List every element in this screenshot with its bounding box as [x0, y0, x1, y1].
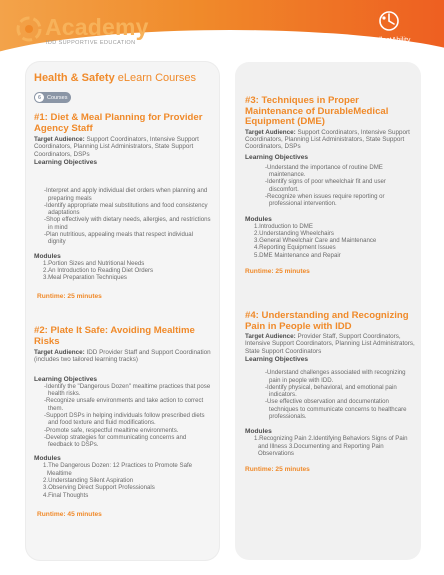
target-audience-text: Support Coordinators, Intensive Support Coordinators, Planning List Administrators, State Support Coordinators, DSPs [34, 136, 199, 158]
course-title: #4: Understanding and Recognizing Pain in People with IDD [245, 310, 409, 332]
list-item: -Recognize when issues require reporting or professional intervention. [265, 192, 385, 208]
list-item: -Promote safe, respectful mealtime environments. [44, 426, 179, 434]
runtime: Runtime: 25 minutes [37, 293, 102, 301]
target-audience-text: Support Coordinators, Intensive Support Coordinators, Planning List Administrators, State Support Coordinators, DSPs [245, 128, 410, 151]
modules-heading: Modules [245, 215, 272, 223]
objectives-list [34, 187, 212, 245]
target-audience [34, 349, 212, 364]
objectives-heading: Learning Objectives [245, 153, 309, 161]
course-2 [34, 326, 212, 518]
badge-label: Courses [47, 94, 68, 101]
target-audience-text: IDD Provider Staff and Support Coordination (includes two tailored learning tracks) [34, 349, 211, 364]
modules-heading: Modules [34, 252, 61, 260]
objectives-list [245, 369, 415, 420]
course-3 [245, 96, 415, 275]
target-audience-label: Target Audience: [245, 128, 296, 136]
objectives-heading: Learning Objectives [34, 375, 98, 383]
list-item: 3.Observing Direct Support Professionals [43, 484, 155, 492]
left-course-card [26, 62, 219, 560]
catalog-title-light: eLearn Courses [117, 72, 197, 84]
academy-logo [15, 14, 149, 55]
objectives-heading: Learning Objectives [34, 159, 98, 167]
course-title: #3: Techniques in Proper Maintenance of DurableMedical Equipment (DME) [245, 95, 389, 127]
list-item: -Interpret and apply individual diet orders when planning and preparing meals [44, 187, 208, 202]
target-audience-label: Target Audience: [245, 333, 296, 340]
list-item: 2.An Introduction to Reading Diet Orders [43, 266, 154, 274]
target-audience-label: Target Audience: [34, 349, 85, 356]
modules-list [34, 260, 212, 282]
objectives-list [34, 383, 212, 449]
list-item: 3.Meal Preparation Techniques [43, 274, 127, 282]
list-item: -Recognize unsafe environments and take action to correct them. [44, 397, 204, 412]
runtime: Runtime: 45 minutes [37, 510, 102, 518]
list-item: -Develop strategies for communicating concerns and feedback to DSPs. [44, 433, 187, 449]
academy-mark-icon [15, 15, 43, 43]
course-title: #1: Diet & Meal Planning for Provider Agency Staff [34, 112, 203, 134]
list-item: -Identify signs of poor wheelchair fit and user discomfort. [265, 178, 386, 193]
target-audience-text: Provider Staff, Support Coordinators, Intensive Support Coordinators, Planning List Administrators, State Support Coordinators [245, 333, 415, 355]
course-1 [34, 113, 212, 300]
list-item: -Shop effectively with dietary needs, allergies, and restrictions in mind [44, 216, 211, 231]
badge-count: 6 [35, 93, 44, 102]
course-4 [245, 311, 415, 473]
right-course-card [235, 62, 421, 560]
partner-name: IntellectAbility [367, 37, 411, 44]
list-item: 2.Understanding Wheelchairs [254, 229, 334, 237]
courses-count-badge [34, 92, 71, 103]
list-item: -Identify the "Dangerous Dozen" mealtime practices that pose health risks. [44, 382, 211, 398]
page-header [0, 0, 444, 70]
target-audience [34, 136, 212, 158]
target-audience-label: Target Audience: [34, 136, 85, 143]
list-item: -Support DSPs in helping individuals follow prescribed diets and food texture and fluid modifications. [44, 412, 205, 427]
list-item: 5.DME Maintenance and Repair [254, 251, 341, 259]
modules-list [245, 223, 415, 259]
target-audience [245, 333, 415, 355]
list-item: 4.Reporting Equipment Issues [254, 244, 336, 252]
list-item: -Plan nutritious, appealing meals that respect individual dignity [44, 231, 194, 246]
target-audience [245, 129, 415, 151]
runtime: Runtime: 25 minutes [245, 267, 310, 275]
list-item: 3.General Wheelchair Care and Maintenance [254, 237, 377, 245]
list-item: 2.Understanding Silent Aspiration [43, 477, 134, 485]
list-item: -Use effective observation and documentation techniques to communicate concerns to healthcare professionals. [265, 398, 407, 420]
intellectability-logo [359, 10, 419, 44]
catalog-title [34, 72, 196, 84]
list-item: 1.Recognizing Pain 2.Identifying Behaviors Signs of Pain and Illness 3.Documenting and Reporting Pain Observations [254, 435, 408, 457]
objectives-list [245, 164, 415, 208]
modules-heading: Modules [34, 455, 61, 463]
list-item: 1.The Dangerous Dozen: 12 Practices to Promote Safe Mealtime [43, 462, 193, 477]
brand-tagline: IDD SUPPORTIVE EDUCATION [46, 40, 136, 46]
list-item: -Understand the importance of routine DME maintenance. [265, 163, 383, 179]
catalog-title-strong: Health & Safety [34, 72, 115, 84]
runtime: Runtime: 25 minutes [245, 466, 310, 474]
list-item: -Identify physical, behavioral, and emotional pain indicators. [265, 383, 397, 399]
modules-list [34, 462, 212, 498]
course-title: #2: Plate It Safe: Avoiding Mealtime Risks [34, 325, 195, 347]
intellectability-mark-icon [378, 10, 400, 32]
list-item: -Identify appropriate meal substitutions and food consistency adaptations [44, 201, 208, 217]
list-item: -Understand challenges associated with recognizing pain in people with IDD. [265, 369, 406, 384]
objectives-heading: Learning Objectives [245, 356, 309, 364]
list-item: 1.Portion Sizes and Nutritional Needs [43, 259, 145, 267]
list-item: 4.Final Thoughts [43, 491, 89, 499]
modules-heading: Modules [245, 428, 272, 436]
list-item: 1.Introduction to DME [254, 222, 313, 230]
modules-list [245, 435, 415, 457]
brand-name: Academy [45, 14, 149, 40]
